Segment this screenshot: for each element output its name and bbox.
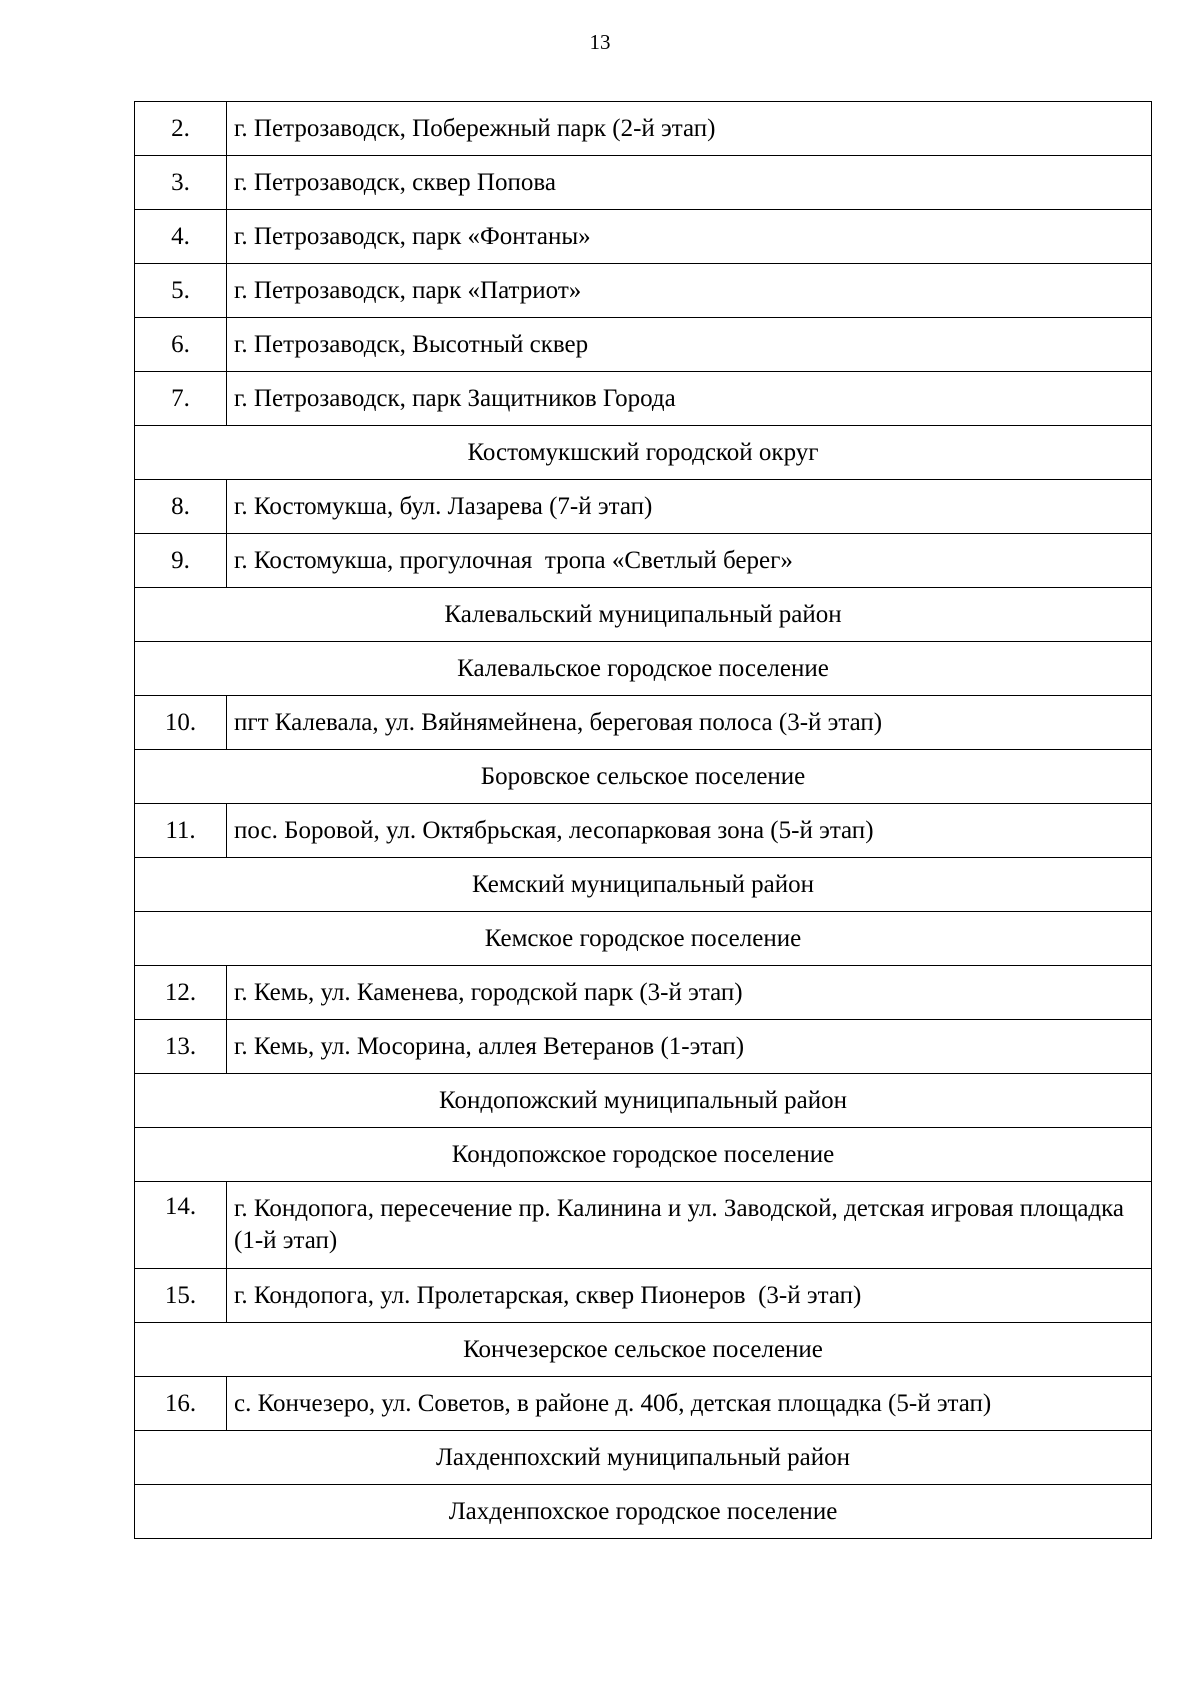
row-number: 4. [135, 210, 227, 264]
section-row [135, 1431, 1152, 1485]
section-row [135, 426, 1152, 480]
row-number: 7. [135, 372, 227, 426]
row-text: г. Петрозаводск, сквер Попова [227, 156, 1152, 210]
table-row [135, 1020, 1152, 1074]
section-row [135, 1128, 1152, 1182]
section-heading: Калевальское городское поселение [135, 642, 1152, 696]
table-row [135, 696, 1152, 750]
row-number: 8. [135, 480, 227, 534]
table-row [135, 156, 1152, 210]
section-row [135, 588, 1152, 642]
row-text: г. Кондопога, ул. Пролетарская, сквер Пионеров (3-й этап) [227, 1269, 1152, 1323]
row-text: г. Кондопога, пересечение пр. Калинина и ул. Заводской, детская игровая площадка (1-й этап) [227, 1182, 1152, 1269]
section-heading: Кемский муниципальный район [135, 858, 1152, 912]
row-text: г. Костомукша, бул. Лазарева (7-й этап) [227, 480, 1152, 534]
table-row [135, 966, 1152, 1020]
table-row [135, 1182, 1152, 1269]
row-number: 9. [135, 534, 227, 588]
row-text: г. Петрозаводск, Побережный парк (2-й этап) [227, 102, 1152, 156]
row-number: 11. [135, 804, 227, 858]
section-heading: Лахденпохское городское поселение [135, 1485, 1152, 1539]
row-text: г. Петрозаводск, парк «Патриот» [227, 264, 1152, 318]
section-row [135, 1323, 1152, 1377]
row-text: с. Кончезеро, ул. Советов, в районе д. 40б, детская площадка (5-й этап) [227, 1377, 1152, 1431]
row-number: 10. [135, 696, 227, 750]
row-text: г. Костомукша, прогулочная тропа «Светлый берег» [227, 534, 1152, 588]
section-row [135, 858, 1152, 912]
section-row [135, 1485, 1152, 1539]
table-row [135, 102, 1152, 156]
table-row [135, 372, 1152, 426]
row-number: 13. [135, 1020, 227, 1074]
table-row [135, 1377, 1152, 1431]
row-number: 3. [135, 156, 227, 210]
row-text: пгт Калевала, ул. Вяйнямейнена, береговая полоса (3-й этап) [227, 696, 1152, 750]
row-text: г. Петрозаводск, парк «Фонтаны» [227, 210, 1152, 264]
section-heading: Лахденпохский муниципальный район [135, 1431, 1152, 1485]
section-row [135, 750, 1152, 804]
row-text: г. Кемь, ул. Каменева, городской парк (3-й этап) [227, 966, 1152, 1020]
table-row [135, 210, 1152, 264]
table-row [135, 480, 1152, 534]
table-row [135, 318, 1152, 372]
section-heading: Костомукшский городской округ [135, 426, 1152, 480]
row-number: 2. [135, 102, 227, 156]
row-text: г. Петрозаводск, Высотный сквер [227, 318, 1152, 372]
row-text: пос. Боровой, ул. Октябрьская, лесопарковая зона (5-й этап) [227, 804, 1152, 858]
page-number: 13 [589, 30, 611, 54]
row-number: 15. [135, 1269, 227, 1323]
objects-table [134, 101, 1152, 1539]
row-number: 6. [135, 318, 227, 372]
row-number: 16. [135, 1377, 227, 1431]
row-text: г. Петрозаводск, парк Защитников Города [227, 372, 1152, 426]
section-heading: Кондопожский муниципальный район [135, 1074, 1152, 1128]
row-number: 14. [135, 1182, 227, 1269]
row-number: 12. [135, 966, 227, 1020]
section-heading: Калевальский муниципальный район [135, 588, 1152, 642]
table-row [135, 534, 1152, 588]
section-row [135, 1074, 1152, 1128]
section-heading: Боровское сельское поселение [135, 750, 1152, 804]
table-row [135, 264, 1152, 318]
section-heading: Кондопожское городское поселение [135, 1128, 1152, 1182]
section-row [135, 912, 1152, 966]
objects-table-body [135, 102, 1152, 1539]
section-heading: Кончезерское сельское поселение [135, 1323, 1152, 1377]
row-text: г. Кемь, ул. Мосорина, аллея Ветеранов (1-этап) [227, 1020, 1152, 1074]
table-row [135, 804, 1152, 858]
table-row [135, 1269, 1152, 1323]
section-row [135, 642, 1152, 696]
row-number: 5. [135, 264, 227, 318]
section-heading: Кемское городское поселение [135, 912, 1152, 966]
